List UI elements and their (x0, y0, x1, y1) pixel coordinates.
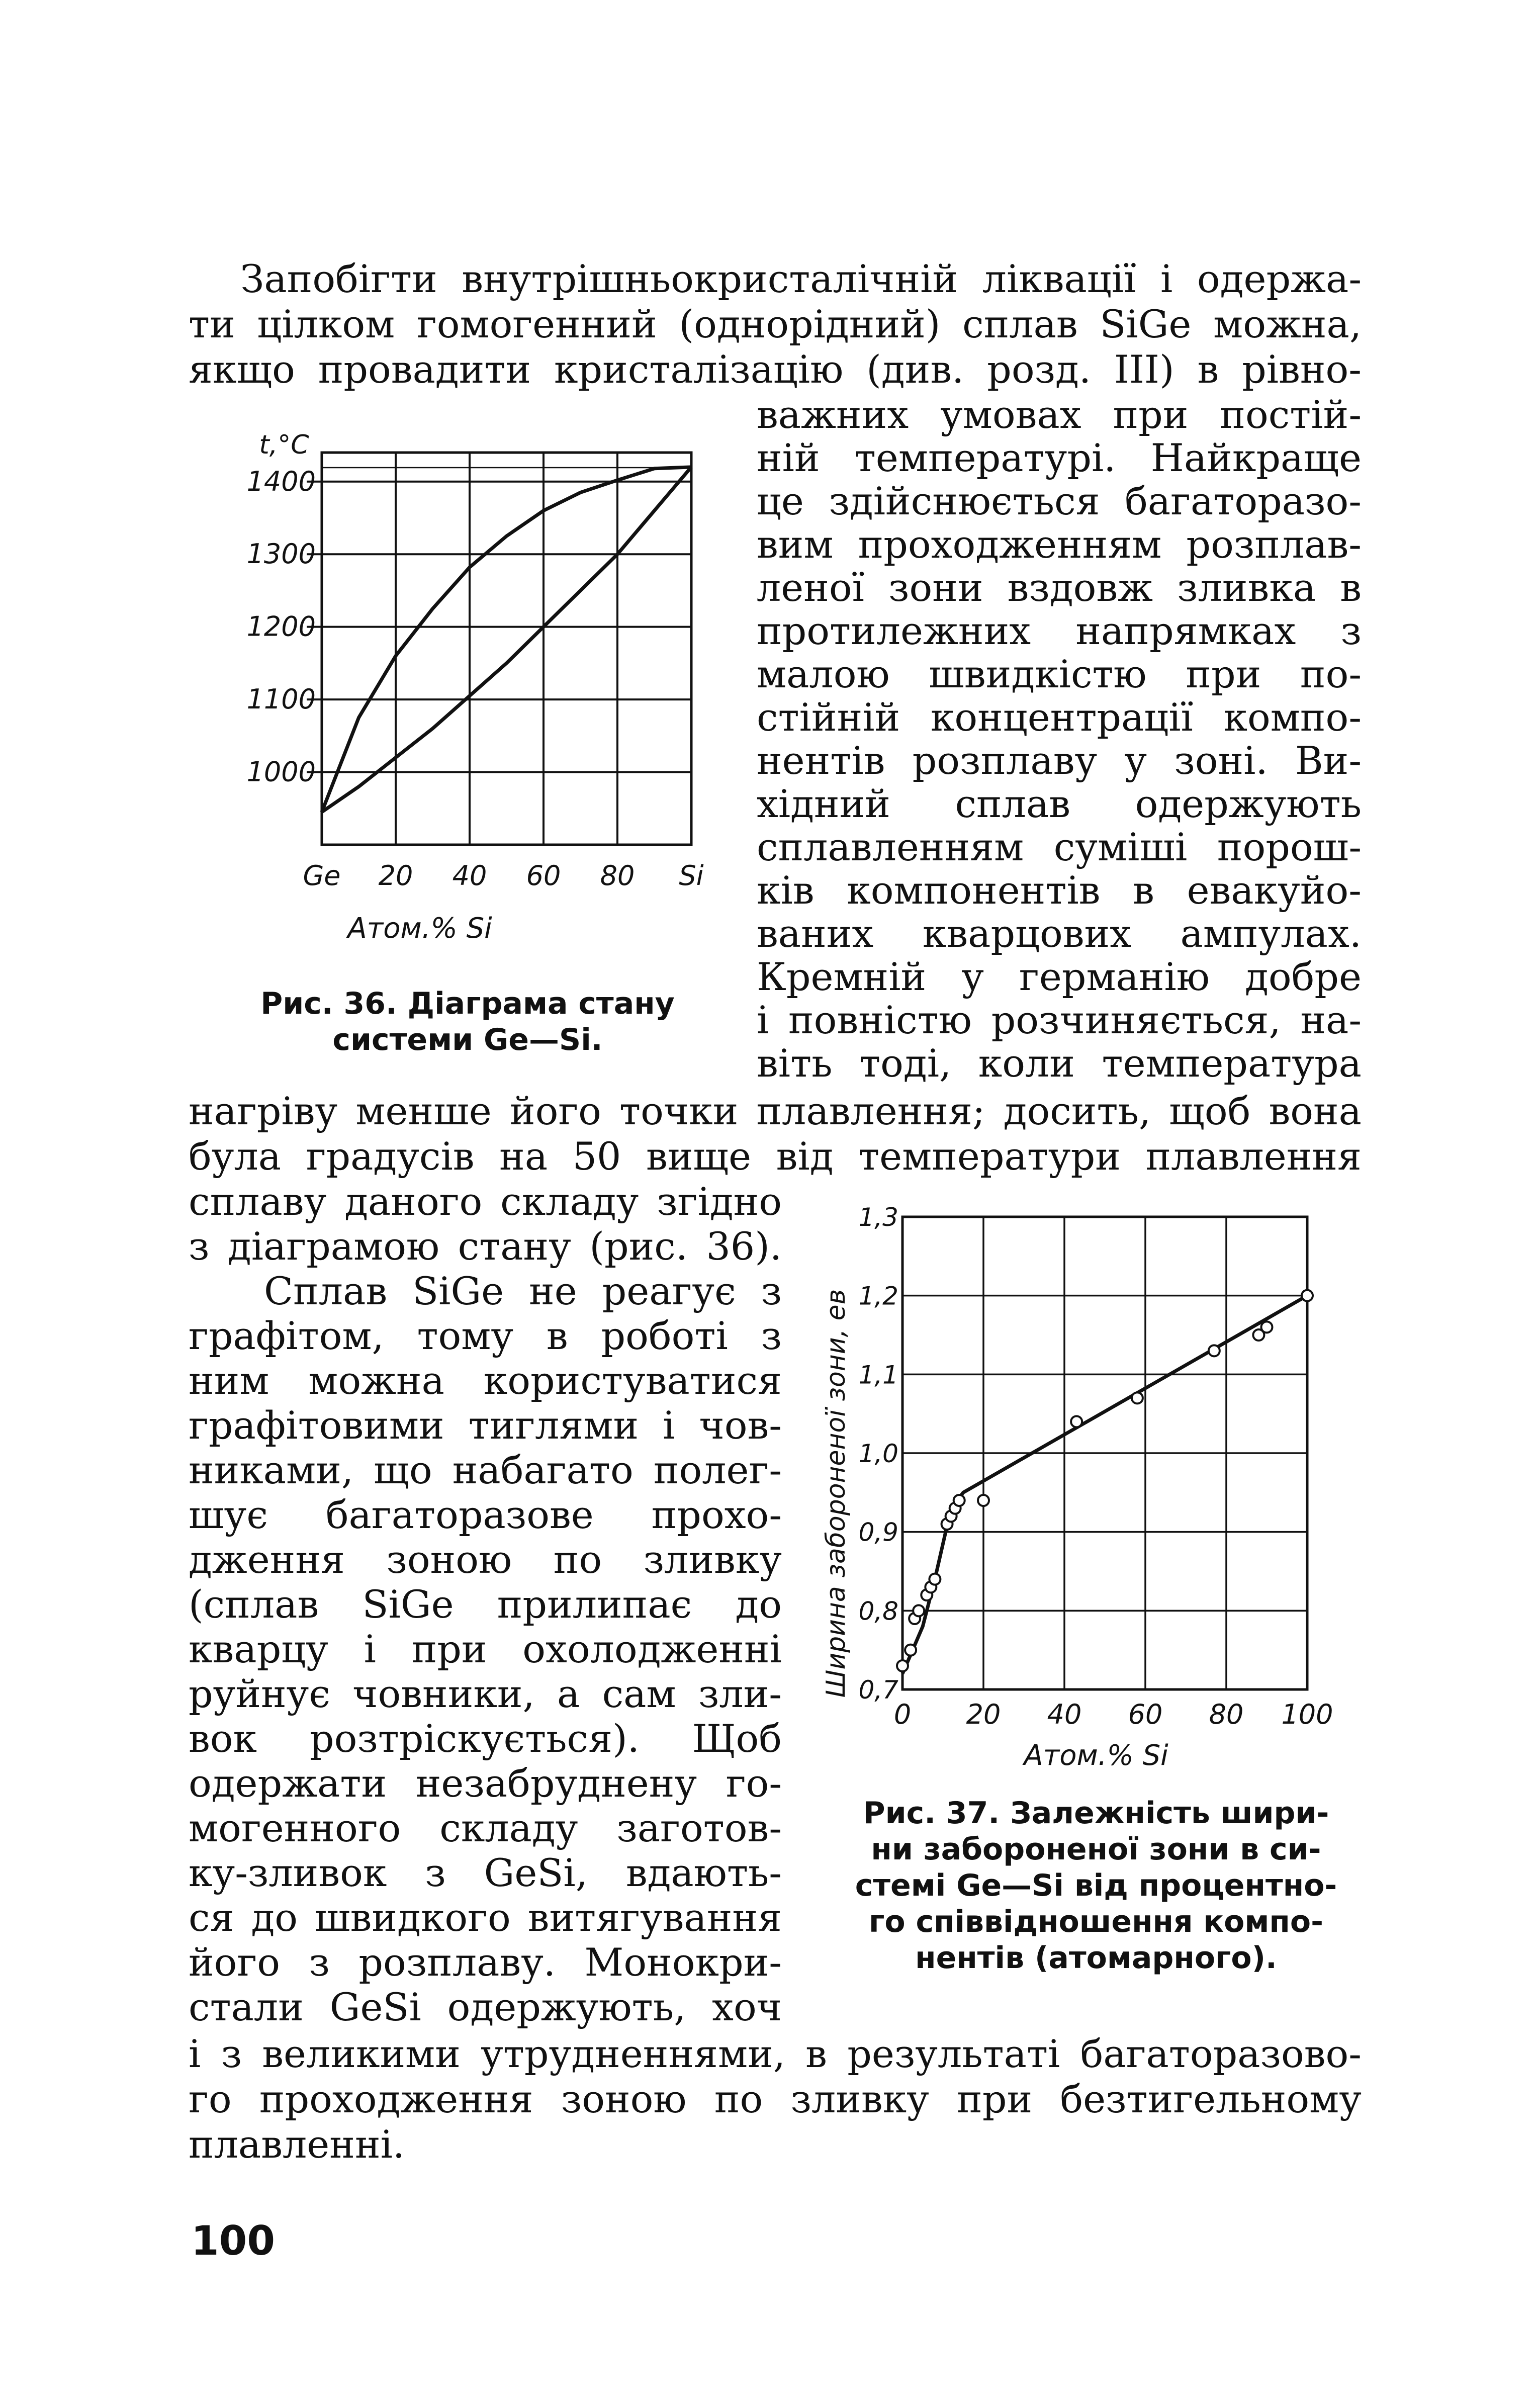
text-line: могенного складу заготов- (189, 1806, 782, 1850)
text-line: ваних кварцових ампулах. (757, 911, 1362, 956)
data-point (954, 1495, 965, 1506)
data-point (1261, 1321, 1273, 1332)
text-line: ній температурі. Найкраще (757, 435, 1362, 480)
y-tick-labels (858, 1203, 898, 1705)
liquidus-curve (322, 467, 691, 812)
text-line: графітовими тиглями і чов- (189, 1403, 782, 1448)
text-line: його з розплаву. Монокри- (189, 1940, 782, 1985)
text-line: сплаву даного складу згідно (189, 1179, 782, 1224)
x-tick-label: 100 (1281, 1699, 1333, 1730)
plot-grid (902, 1217, 1307, 1689)
x-tick-label: Ge (303, 860, 341, 891)
x-tick-label: Si (679, 860, 704, 891)
x-axis-label: Атом.% Si (347, 912, 492, 945)
text-line: стали GeSi одержують, хоч (189, 1985, 782, 2029)
text-line: Запобігти внутрішньокристалічній ліквації і одержа- (240, 256, 1362, 301)
y-axis-label: Ширина забороненої зони, ев (821, 1289, 851, 1698)
phase-curves (322, 467, 691, 812)
figure-36-caption (236, 986, 699, 1058)
x-tick-label: 20 (378, 860, 413, 891)
data-point (897, 1660, 908, 1671)
x-tick-label: 60 (1128, 1699, 1163, 1730)
y-tick-label: 1,3 (858, 1203, 898, 1232)
data-point (929, 1574, 940, 1585)
text-line: була градусів на 50 вище від температури плавлення (189, 1134, 1362, 1179)
x-tick-label: 80 (1209, 1699, 1244, 1730)
caption-line: системи Ge—Si. (332, 1022, 603, 1057)
page-number: 100 (191, 2217, 275, 2264)
x-tick-label: 80 (600, 860, 635, 891)
text-line: ків компонентів в евакуйо- (757, 868, 1362, 913)
y-tick-labels (247, 466, 316, 788)
text-line: шує багаторазове прохо- (189, 1492, 782, 1537)
y-tick-label: 1,2 (858, 1281, 898, 1311)
text-line: леної зони вздовж зливка в (757, 565, 1362, 610)
band-gap-line (902, 1296, 1307, 1674)
text-line: сплавленням суміші порош- (757, 825, 1362, 869)
data-point (913, 1605, 924, 1616)
data-points (897, 1290, 1313, 1671)
text-line: нентів розплаву у зоні. Ви- (757, 738, 1362, 783)
x-tick-labels (894, 1699, 1333, 1730)
caption-line: нентів (атомарного). (915, 1940, 1277, 1976)
text-line: Сплав SiGe не реагує з (264, 1269, 782, 1313)
text-line: ся до швидкого витягування (189, 1895, 782, 1940)
text-line: протилежних напрямках з (757, 608, 1362, 653)
data-point (1302, 1290, 1313, 1301)
y-unit-label: t,°C (259, 430, 309, 460)
x-tick-label: 40 (452, 860, 487, 891)
text-line: якщо провадити кристалізацію (див. розд. III) в рівно- (189, 347, 1362, 392)
data-point (905, 1645, 916, 1656)
text-line: і повністю розчиняється, на- (757, 998, 1362, 1042)
data-point (1209, 1345, 1220, 1356)
text-line: з діаграмою стану (рис. 36). (189, 1224, 782, 1269)
text-line: ку-зливок з GeSi, вдають- (189, 1850, 782, 1895)
y-tick-label: 1,0 (858, 1439, 898, 1468)
text-line: стійній концентрації компо- (757, 695, 1362, 740)
text-line: вок розтріскується). Щоб (189, 1716, 782, 1761)
text-line: одержати незабруднену го- (189, 1761, 782, 1806)
text-line: Кремній у германію добре (757, 954, 1362, 999)
text-line: малою швидкістю при по- (757, 652, 1362, 696)
data-point (978, 1495, 989, 1506)
text-line: дження зоною по зливку (189, 1537, 782, 1582)
solidus-curve (322, 467, 691, 812)
y-tick-label: 1000 (246, 756, 316, 788)
text-line: никами, що набагато полег- (189, 1448, 782, 1492)
text-line: хідний сплав одержують (757, 781, 1362, 826)
text-line: це здійснюється багаторазо- (757, 479, 1362, 523)
text-line: (сплав SiGe прилипає до (189, 1582, 782, 1627)
x-axis-label: Атом.% Si (1024, 1739, 1168, 1772)
x-tick-labels (303, 860, 703, 891)
text-line: важних умовах при постій- (757, 392, 1362, 437)
figure-37-caption (835, 1795, 1358, 1976)
figure-36-phase-diagram (201, 412, 754, 975)
y-tick-label: 0,9 (858, 1518, 898, 1547)
figure-37-band-gap-chart (815, 1197, 1368, 1790)
text-line: кварцу і при охолодженні (189, 1627, 782, 1671)
text-line: го проходження зоною по зливку при безтигельному (189, 2077, 1362, 2121)
y-tick-label: 1400 (246, 465, 316, 497)
y-tick-label: 0,7 (858, 1675, 898, 1705)
y-tick-label: 0,8 (858, 1596, 898, 1626)
y-tick-label: 1100 (246, 683, 316, 716)
x-tick-label: 60 (526, 860, 561, 891)
text-line: нагріву менше його точки плавлення; досить, щоб вона (189, 1089, 1362, 1133)
caption-line: стемі Ge—Si від процентно- (855, 1868, 1337, 1903)
data-point (1132, 1392, 1143, 1403)
y-tick-label: 1300 (246, 538, 316, 570)
trend-line (902, 1296, 1307, 1674)
text-line: вим проходженням розплав- (757, 522, 1362, 567)
text-line: віть тоді, коли температура (757, 1041, 1362, 1086)
y-tick-label: 1200 (246, 610, 316, 643)
caption-line: ни забороненої зони в си- (871, 1832, 1321, 1867)
caption-line: го співвідношення компо- (869, 1904, 1323, 1939)
x-tick-label: 0 (893, 1699, 912, 1730)
caption-line: Рис. 36. Діаграма стану (260, 986, 675, 1021)
plot-frame (322, 453, 691, 845)
text-line: плавленні. (189, 2122, 405, 2167)
text-line: і з великими утрудненнями, в результаті багаторазово- (189, 2031, 1362, 2076)
text-line: ти цілком гомогенний (однорідний) сплав SiGe можна, (189, 302, 1362, 346)
text-line: графітом, тому в роботі з (189, 1313, 782, 1358)
data-point (1071, 1416, 1082, 1427)
x-tick-label: 20 (966, 1699, 1001, 1730)
plot-grid (307, 453, 691, 845)
x-tick-label: 40 (1047, 1699, 1082, 1730)
caption-line: Рис. 37. Залежність шири- (863, 1796, 1329, 1831)
text-line: ним можна користуватися (189, 1358, 782, 1403)
y-tick-label: 1,1 (858, 1360, 898, 1390)
text-line: руйнує човники, а сам зли- (189, 1671, 782, 1716)
